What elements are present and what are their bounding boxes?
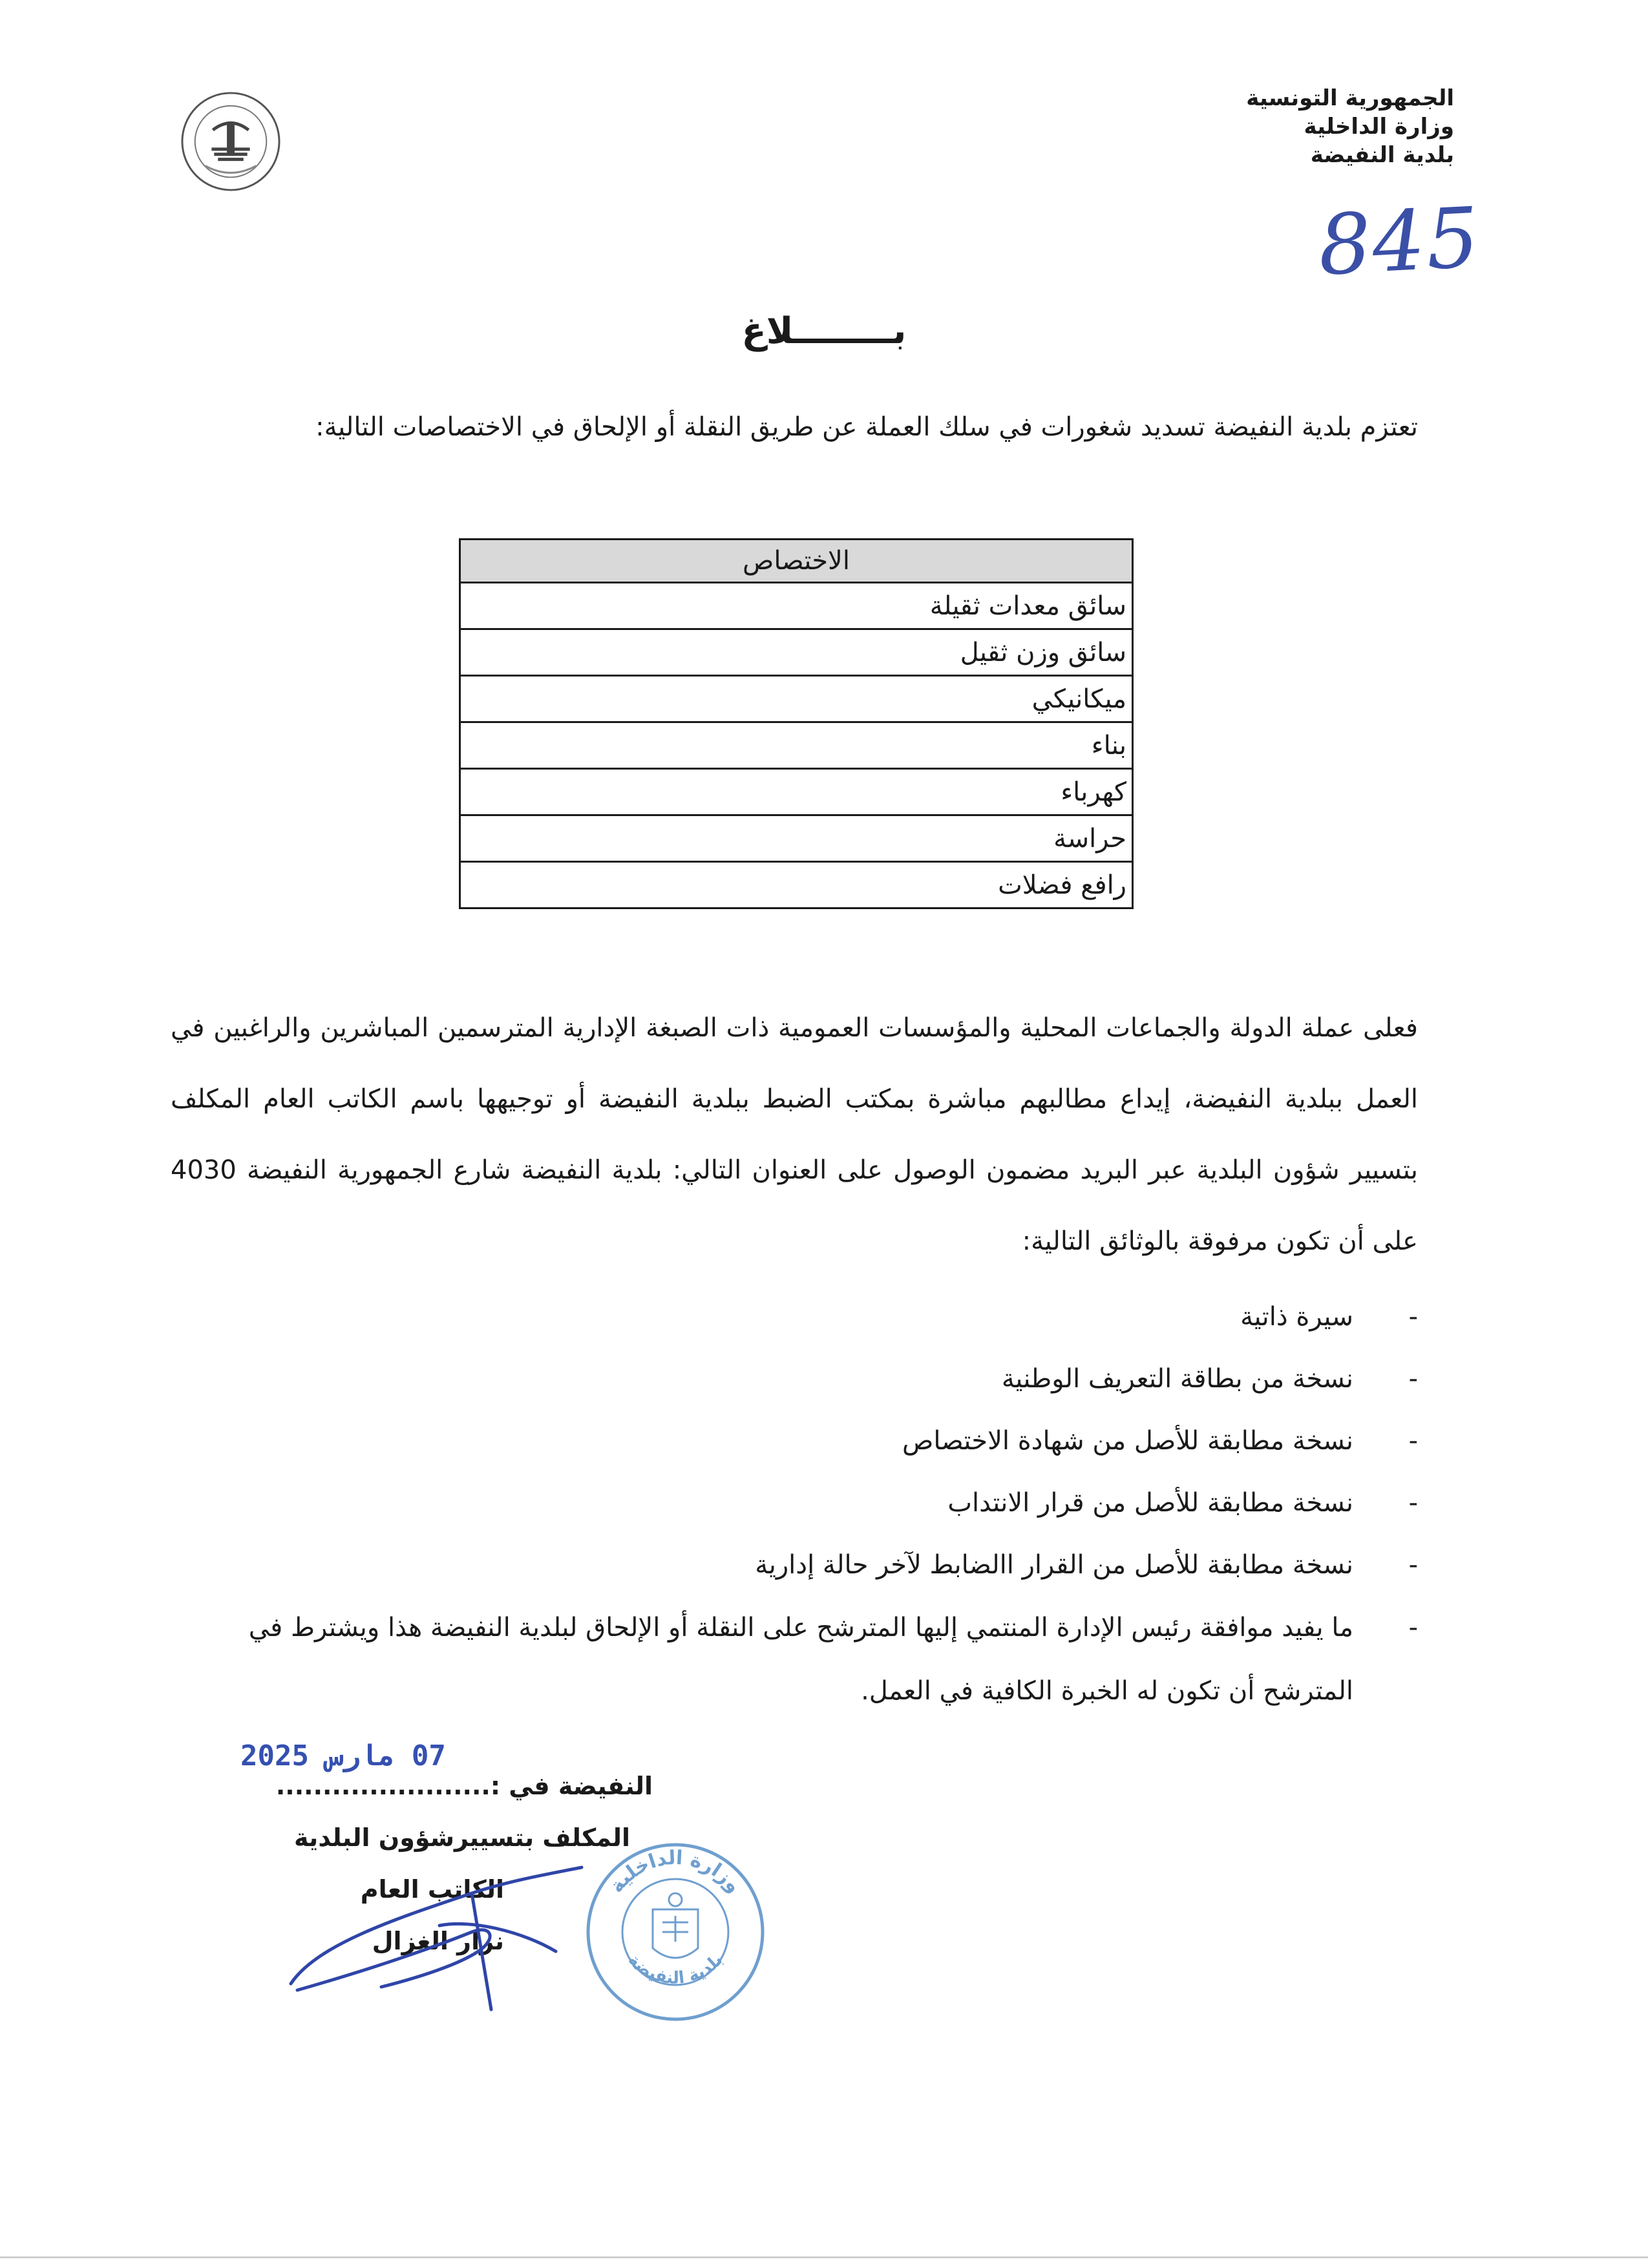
documents-list bbox=[177, 1286, 1418, 1723]
date-label: النفيضة في :....................... bbox=[275, 1772, 653, 1800]
table-row bbox=[460, 769, 1133, 815]
seal-inner-text: بلدية النفيضة bbox=[624, 1950, 727, 1988]
page-bottom-rule bbox=[0, 2256, 1648, 2258]
table-cell: بناء bbox=[460, 722, 1133, 769]
specialties-table bbox=[459, 538, 1134, 909]
table-row bbox=[460, 676, 1133, 722]
document-title: بــــــــلاغ bbox=[741, 310, 907, 352]
list-item bbox=[177, 1348, 1418, 1410]
table-row bbox=[460, 722, 1133, 769]
table-row bbox=[460, 862, 1133, 908]
svg-text:وزارة الداخلية bbox=[606, 1847, 746, 1897]
body-paragraph: فعلى عملة الدولة والجماعات المحلية والمؤسسات العمومية ذات الصبغة الإدارية المترسمين المباشرين والراغبين في العمل ببلدية النفيضة، إيداع مطالبهم مباشرة بمكتب الضبط ببلدية النفيضة أو توجيهها باسم الكاتب العام المكلف بتسيير شؤون البلدية عبر البريد مضمون الوصول على العنوان التالي: بلدية النفيضة شارع الجمهورية النفيضة 4030 على أن تكون مرفوقة بالوثائق التالية: bbox=[171, 1013, 1418, 1256]
table-cell: ميكانيكي bbox=[460, 676, 1133, 722]
list-item-text: نسخة مطابقة للأصل من القرار االضابط لآخر حالة إدارية bbox=[755, 1550, 1353, 1580]
country-name: الجمهورية التونسية bbox=[1246, 85, 1454, 111]
handwritten-signature bbox=[278, 1848, 614, 2016]
official-seal bbox=[582, 1838, 769, 2026]
list-item-text: سيرة ذاتية bbox=[1240, 1302, 1353, 1332]
table-cell: كهرباء bbox=[460, 769, 1133, 815]
list-item-text: نسخة مطابقة للأصل من شهادة الاختصاص bbox=[902, 1426, 1353, 1456]
table-row bbox=[460, 629, 1133, 676]
header-block bbox=[1002, 84, 1454, 169]
table-header-row bbox=[460, 540, 1133, 583]
list-item-text: ما يفيد موافقة رئيس الإدارة المنتمي إليها المترشح على النقلة أو الإلحاق لبلدية النفيضة هذا ويشترط في المترشح أن تكون له الخبرة الكافية في العمل. bbox=[248, 1613, 1353, 1706]
table-cell: حراسة bbox=[460, 815, 1133, 862]
table-header: الاختصاص bbox=[460, 540, 1133, 583]
bullet-dash: - bbox=[1408, 1613, 1418, 1643]
table-row bbox=[460, 815, 1133, 862]
seal-outer-text: وزارة الداخلية bbox=[605, 1846, 746, 1898]
table-cell: سائق معدات ثقيلة bbox=[460, 583, 1133, 629]
table-row bbox=[460, 583, 1133, 629]
date-stamp: 07 مارس 2025 bbox=[240, 1739, 446, 1772]
bullet-dash: - bbox=[1408, 1364, 1418, 1394]
ministry-name: وزارة الداخلية bbox=[1304, 114, 1454, 140]
bullet-dash: - bbox=[1408, 1488, 1418, 1518]
list-item-text: نسخة من بطاقة التعريف الوطنية bbox=[1001, 1364, 1353, 1394]
bullet-dash: - bbox=[1408, 1302, 1418, 1332]
municipality-logo bbox=[180, 90, 282, 193]
signatory-name: نزار الغزال bbox=[372, 1927, 504, 1955]
list-item bbox=[177, 1286, 1418, 1348]
list-item-text: نسخة مطابقة للأصل من قرار الانتداب bbox=[947, 1488, 1353, 1518]
signatory-role-1: المكلف بتسييرشؤون البلدية bbox=[293, 1823, 630, 1852]
svg-text:بلدية النفيضة bbox=[624, 1950, 726, 1988]
bullet-dash: - bbox=[1408, 1550, 1418, 1580]
reference-number: 845 bbox=[1316, 189, 1483, 295]
table-cell: رافع فضلات bbox=[460, 862, 1133, 908]
list-item bbox=[177, 1472, 1418, 1534]
seal-emblem-icon bbox=[653, 1893, 698, 1958]
intro-paragraph: تعتزم بلدية النفيضة تسديد شغورات في سلك العملة عن طريق النقلة أو الإلحاق في الاختصاصات التالية: bbox=[315, 412, 1418, 442]
table-cell: سائق وزن ثقيل bbox=[460, 629, 1133, 676]
bullet-dash: - bbox=[1408, 1426, 1418, 1456]
list-item bbox=[177, 1410, 1418, 1472]
list-item bbox=[177, 1534, 1418, 1596]
list-item bbox=[177, 1596, 1418, 1723]
municipality-name: بلدية النفيضة bbox=[1310, 142, 1454, 168]
signatory-role-2: الكاتب العام bbox=[360, 1875, 504, 1904]
